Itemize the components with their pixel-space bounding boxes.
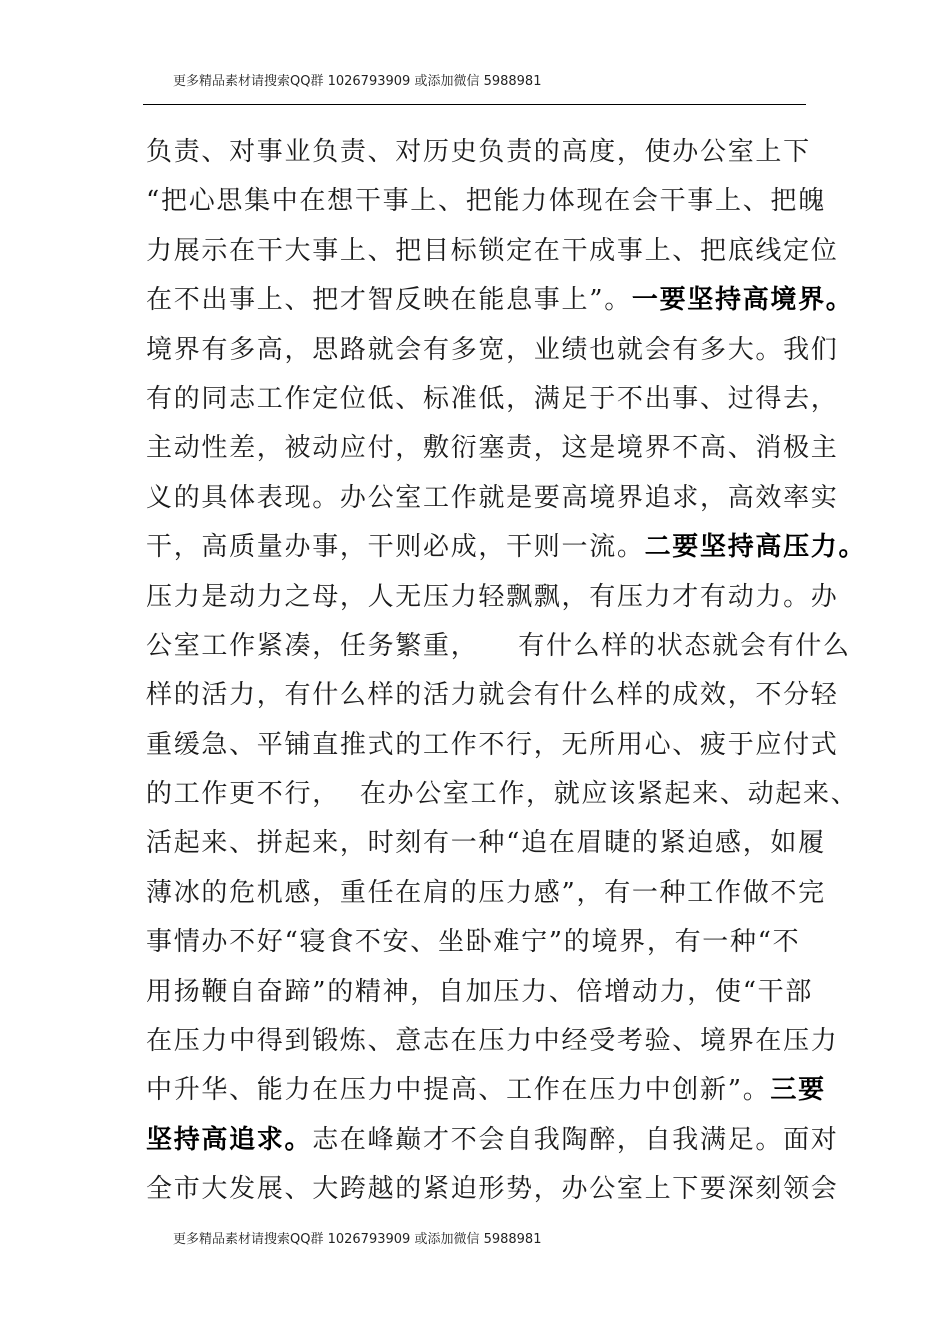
text-line bbox=[146, 375, 839, 424]
text-run: 公室工作紧凑，任务繁重， 有什么样的状态就会有什么 bbox=[146, 630, 851, 661]
bold-heading-run: 三要 bbox=[770, 1075, 826, 1106]
text-run: 主动性差，被动应付，敷衍塞责，这是境界不高、消极主 bbox=[146, 433, 839, 464]
document-body bbox=[146, 128, 867, 1215]
text-run: 全市大发展、大跨越的紧迫形势，办公室上下要深刻领会 bbox=[146, 1174, 839, 1205]
text-run: 有的同志工作定位低、标准低，满足于不出事、过得去， bbox=[146, 383, 839, 414]
text-line bbox=[146, 128, 836, 177]
text-line bbox=[146, 622, 851, 671]
bold-heading-run: 坚持高追求。 bbox=[146, 1124, 313, 1155]
text-line bbox=[146, 1116, 839, 1165]
text-run: 用扬鞭自奋蹄”的精神，自加压力、倍增动力，使“干部 bbox=[146, 976, 814, 1007]
text-run: 压力是动力之母，人无压力轻飘飘，有压力才有动力。办 bbox=[146, 581, 839, 612]
text-line bbox=[146, 869, 836, 918]
text-run: 重缓急、平铺直推式的工作不行，无所用心、疲于应付式 bbox=[146, 729, 839, 760]
text-line bbox=[146, 573, 839, 622]
text-run: 的工作更不行， 在办公室工作，就应该紧起来、动起来、 bbox=[146, 779, 859, 810]
text-line bbox=[146, 1165, 839, 1214]
text-line bbox=[146, 177, 836, 226]
text-line bbox=[146, 770, 859, 819]
text-line bbox=[146, 671, 839, 720]
bold-heading-run: 一要坚持高境界。 bbox=[631, 285, 854, 316]
text-line bbox=[146, 819, 836, 868]
text-line bbox=[146, 424, 839, 473]
header-divider bbox=[143, 104, 806, 105]
page-header-text: 更多精品素材请搜索QQ群 1026793909 或添加微信 5988981 bbox=[173, 74, 542, 89]
text-line bbox=[146, 721, 839, 770]
text-line bbox=[146, 1066, 836, 1115]
bold-heading-run: 二要坚持高压力。 bbox=[644, 532, 867, 563]
page-footer-text: 更多精品素材请搜索QQ群 1026793909 或添加微信 5988981 bbox=[173, 1232, 542, 1247]
text-line bbox=[146, 227, 839, 276]
text-run: 负责、对事业负责、对历史负责的高度，使办公室上下 bbox=[146, 137, 811, 167]
text-line bbox=[146, 523, 867, 572]
text-line bbox=[146, 918, 836, 967]
text-line bbox=[146, 276, 854, 325]
text-run: 样的活力，有什么样的活力就会有什么样的成效，不分轻 bbox=[146, 680, 839, 711]
text-run: 事情办不好“寝食不安、坐卧难宁”的境界，有一种“不 bbox=[146, 927, 801, 958]
text-run: 境界有多高，思路就会有多宽，业绩也就会有多大。我们 bbox=[146, 334, 839, 365]
text-run: 薄冰的危机感，重任在肩的压力感”，有一种工作做不完 bbox=[146, 877, 826, 908]
text-run: 力展示在干大事上、把目标锁定在干成事上、把底线定位 bbox=[146, 235, 839, 266]
text-run: 干，高质量办事，干则必成，干则一流。 bbox=[146, 532, 645, 563]
text-line bbox=[146, 326, 839, 375]
text-run: 中升华、能力在压力中提高、工作在压力中创新”。 bbox=[146, 1075, 771, 1106]
text-run: 在不出事上、把才智反映在能息事上”。 bbox=[146, 285, 632, 316]
text-line bbox=[146, 1017, 839, 1066]
text-run: 义的具体表现。办公室工作就是要高境界追求，高效率实 bbox=[146, 482, 839, 513]
text-line bbox=[146, 474, 839, 523]
text-line bbox=[146, 968, 836, 1017]
text-run: 志在峰巅才不会自我陶醉，自我满足。面对 bbox=[312, 1124, 839, 1155]
text-run: 活起来、拼起来，时刻有一种“追在眉睫的紧迫感，如履 bbox=[146, 828, 826, 859]
text-run: “把心思集中在想干事上、把能力体现在会干事上、把魄 bbox=[146, 186, 826, 217]
text-run: 在压力中得到锻炼、意志在压力中经受考验、境界在压力 bbox=[146, 1026, 839, 1057]
